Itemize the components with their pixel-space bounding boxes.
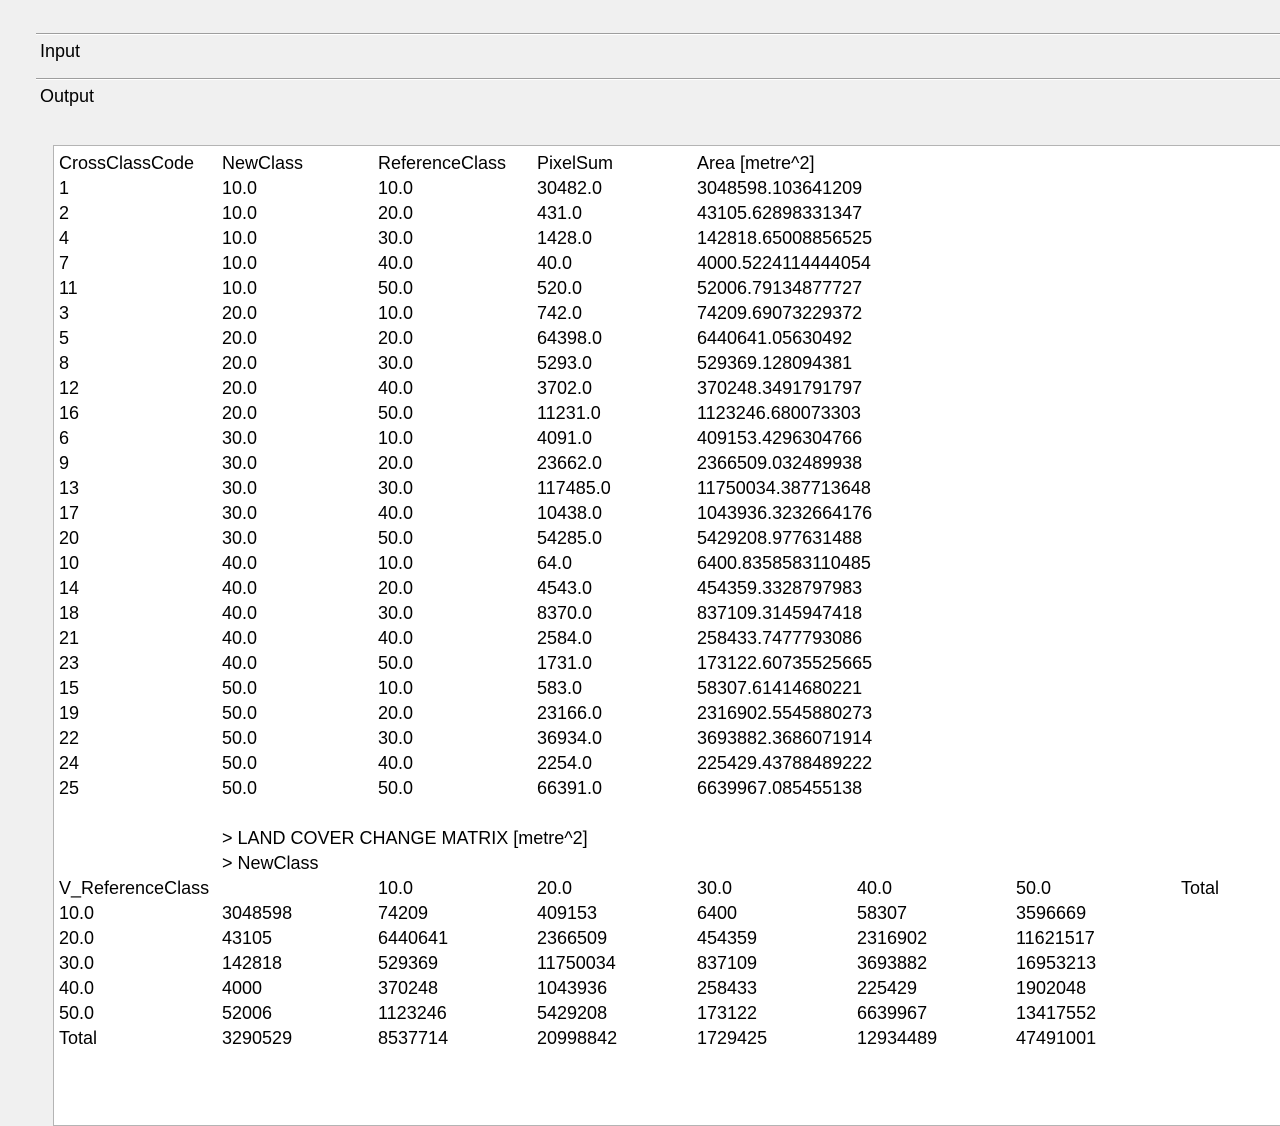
- cross-table-cell: 30.0: [222, 478, 258, 498]
- cross-table-cell: 4091.0: [537, 428, 593, 448]
- matrix-cell: 370248: [378, 978, 439, 998]
- matrix-cell: 2316902: [857, 928, 928, 948]
- matrix-cell: 4000: [222, 978, 263, 998]
- cross-table-cell: 10.0: [378, 678, 414, 698]
- cross-table-row: [54, 626, 1280, 651]
- output-section-divider: [36, 78, 1280, 80]
- cross-table-cell: 20.0: [222, 378, 258, 398]
- cross-table-row: [54, 351, 1280, 376]
- cross-class-code-cell: 2: [59, 203, 70, 223]
- cross-table-row: [54, 526, 1280, 551]
- cross-table-cell: 30.0: [378, 728, 414, 748]
- cross-table-row: [54, 226, 1280, 251]
- cross-table-row: [54, 676, 1280, 701]
- cross-table-cell: 50.0: [222, 753, 258, 773]
- matrix-cell: 20998842: [537, 1028, 618, 1048]
- matrix-row: [54, 901, 1280, 926]
- cross-table-cell: 40.0: [378, 503, 414, 523]
- matrix-cell: 2366509: [537, 928, 608, 948]
- matrix-cell: 52006: [222, 1003, 273, 1023]
- cross-table-cell: 529369.128094381: [697, 353, 853, 373]
- cross-table-row: [54, 326, 1280, 351]
- matrix-cell: 529369: [378, 953, 439, 973]
- matrix-cell: 58307: [857, 903, 908, 923]
- cross-table-cell: 11750034.387713648: [697, 478, 871, 498]
- cross-table-cell: 50.0: [378, 653, 414, 673]
- cross-table-cell: 4000.5224114444054: [697, 253, 871, 273]
- cross-table-cell: 58307.61414680221: [697, 678, 863, 698]
- matrix-cell: 3290529: [222, 1028, 293, 1048]
- matrix-cell: 3596669: [1016, 903, 1087, 923]
- cross-table-cell: 30.0: [222, 503, 258, 523]
- matrix-cell: 11750034: [537, 953, 616, 973]
- cross-table-cell: 20.0: [378, 578, 414, 598]
- cross-table-cell: 10.0: [378, 553, 414, 573]
- matrix-cell: 6440641: [378, 928, 449, 948]
- cross-table-cell: 1428.0: [537, 228, 593, 248]
- cross-class-code-cell: 6: [59, 428, 70, 448]
- matrix-column-header: Total: [1181, 878, 1220, 898]
- matrix-column-header: 30.0: [697, 878, 733, 898]
- cross-class-code-cell: 12: [59, 378, 80, 398]
- matrix-row-label: 40.0: [59, 978, 95, 998]
- cross-table-cell: 10.0: [222, 253, 258, 273]
- cross-table-cell: 11231.0: [537, 403, 601, 423]
- cross-table-row: [54, 551, 1280, 576]
- cross-class-code-cell: 25: [59, 778, 80, 798]
- cross-class-code-cell: 16: [59, 403, 80, 423]
- cross-table-cell: 20.0: [222, 403, 258, 423]
- matrix-row: [54, 1001, 1280, 1026]
- matrix-cell: 8537714: [378, 1028, 449, 1048]
- cross-table-cell: 20.0: [378, 328, 414, 348]
- matrix-title-line: [54, 826, 1280, 851]
- cross-table-cell: 40.0: [378, 753, 414, 773]
- cross-table-cell: 1731.0: [537, 653, 593, 673]
- cross-table-cell: 74209.69073229372: [697, 303, 863, 323]
- matrix-cell: 837109: [697, 953, 758, 973]
- cross-table-row: [54, 301, 1280, 326]
- cross-table-cell: 40.0: [222, 653, 258, 673]
- matrix-cell: 258433: [697, 978, 758, 998]
- cross-table-row: [54, 651, 1280, 676]
- cross-table-cell: 10.0: [222, 178, 258, 198]
- cross-table-cell: 409153.4296304766: [697, 428, 863, 448]
- matrix-cell: 5429208: [537, 1003, 608, 1023]
- matrix-row: [54, 926, 1280, 951]
- cross-table-row: [54, 426, 1280, 451]
- cross-table-cell: 40.0: [222, 553, 258, 573]
- cross-class-code-cell: 5: [59, 328, 70, 348]
- cross-table-row: [54, 601, 1280, 626]
- cross-table-cell: 6400.8358583110485: [697, 553, 871, 573]
- cross-table-row: [54, 726, 1280, 751]
- cross-table-cell: 23662.0: [537, 453, 603, 473]
- cross-table-cell: 43105.62898331347: [697, 203, 863, 223]
- matrix-cell: 43105: [222, 928, 273, 948]
- cross-table-cell: 20.0: [378, 453, 414, 473]
- cross-table-row: [54, 401, 1280, 426]
- cross-table-cell: 40.0: [378, 628, 414, 648]
- cross-class-code-cell: 13: [59, 478, 80, 498]
- cross-table-column-header: ReferenceClass: [378, 153, 507, 173]
- cross-table-row: [54, 176, 1280, 201]
- cross-table-cell: 117485.0: [537, 478, 611, 498]
- cross-table-cell: 30.0: [222, 428, 258, 448]
- cross-table-cell: 10.0: [222, 203, 258, 223]
- matrix-row-label: 10.0: [59, 903, 95, 923]
- cross-table-cell: 30.0: [378, 478, 414, 498]
- matrix-cell: 142818: [222, 953, 283, 973]
- matrix-cell: 1043936: [537, 978, 608, 998]
- cross-table-header-row: [54, 151, 1280, 176]
- cross-class-code-cell: 21: [59, 628, 80, 648]
- input-section-divider: [36, 33, 1280, 35]
- matrix-cell: 1123246: [378, 1003, 447, 1023]
- cross-table-row: [54, 576, 1280, 601]
- matrix-subtitle: > NewClass: [222, 853, 319, 873]
- matrix-column-header: V_ReferenceClass: [59, 878, 210, 898]
- matrix-row: [54, 951, 1280, 976]
- cross-table-column-header: PixelSum: [537, 153, 614, 173]
- cross-table-row: [54, 751, 1280, 776]
- cross-table-cell: 30.0: [222, 528, 258, 548]
- cross-table-cell: 20.0: [378, 703, 414, 723]
- cross-table-cell: 40.0: [222, 603, 258, 623]
- cross-table-cell: 20.0: [378, 203, 414, 223]
- cross-class-code-cell: 18: [59, 603, 80, 623]
- matrix-row-label: 30.0: [59, 953, 95, 973]
- cross-table-cell: 40.0: [378, 378, 414, 398]
- cross-table-cell: 50.0: [378, 778, 414, 798]
- cross-table-cell: 50.0: [378, 528, 414, 548]
- cross-table-cell: 3702.0: [537, 378, 593, 398]
- cross-table-cell: 2316902.5545880273: [697, 703, 873, 723]
- cross-table-cell: 50.0: [222, 678, 258, 698]
- cross-table-cell: 40.0: [537, 253, 573, 273]
- cross-table-cell: 36934.0: [537, 728, 603, 748]
- cross-table-cell: 64398.0: [537, 328, 603, 348]
- cross-table-row: [54, 451, 1280, 476]
- cross-table-cell: 30.0: [378, 603, 414, 623]
- cross-table-cell: 40.0: [222, 628, 258, 648]
- matrix-cell: 454359: [697, 928, 758, 948]
- cross-table-cell: 10.0: [378, 178, 414, 198]
- cross-class-code-cell: 14: [59, 578, 80, 598]
- cross-table-row: [54, 276, 1280, 301]
- cross-table-cell: 837109.3145947418: [697, 603, 863, 623]
- cross-table-cell: 4543.0: [537, 578, 593, 598]
- blank-line: [54, 801, 1280, 826]
- matrix-cell: 6639967: [857, 1003, 928, 1023]
- cross-table-cell: 2584.0: [537, 628, 593, 648]
- cross-class-code-cell: 4: [59, 228, 70, 248]
- matrix-cell: 47491001: [1016, 1028, 1097, 1048]
- cross-table-column-header: NewClass: [222, 153, 304, 173]
- matrix-cell: 1729425: [697, 1028, 768, 1048]
- cross-table-cell: 258433.7477793086: [697, 628, 863, 648]
- matrix-row-label: 20.0: [59, 928, 95, 948]
- cross-table-cell: 5293.0: [537, 353, 593, 373]
- cross-table-column-header: CrossClassCode: [59, 153, 195, 173]
- cross-table-cell: 40.0: [222, 578, 258, 598]
- cross-table-cell: 5429208.977631488: [697, 528, 863, 548]
- cross-table-cell: 10438.0: [537, 503, 603, 523]
- matrix-column-header: 20.0: [537, 878, 573, 898]
- cross-table-cell: 50.0: [222, 778, 258, 798]
- cross-class-code-cell: 23: [59, 653, 80, 673]
- cross-table-row: [54, 376, 1280, 401]
- cross-table-cell: 454359.3328797983: [697, 578, 863, 598]
- cross-table-cell: 40.0: [378, 253, 414, 273]
- cross-table-cell: 10.0: [222, 228, 258, 248]
- cross-table-cell: 1043936.3232664176: [697, 503, 873, 523]
- cross-class-code-cell: 1: [59, 178, 70, 198]
- cross-class-code-cell: 19: [59, 703, 80, 723]
- cross-table-row: [54, 776, 1280, 801]
- cross-table-cell: 30482.0: [537, 178, 603, 198]
- cross-table-row: [54, 501, 1280, 526]
- cross-table-row: [54, 201, 1280, 226]
- cross-table-column-header: Area [metre^2]: [697, 153, 815, 173]
- cross-class-code-cell: 11: [59, 278, 78, 298]
- cross-table-cell: 6639967.085455138: [697, 778, 863, 798]
- matrix-cell: 409153: [537, 903, 598, 923]
- cross-table-cell: 54285.0: [537, 528, 603, 548]
- matrix-cell: 13417552: [1016, 1003, 1097, 1023]
- cross-table-cell: 370248.3491791797: [697, 378, 863, 398]
- cross-table-cell: 2366509.032489938: [697, 453, 863, 473]
- cross-table-cell: 3048598.103641209: [697, 178, 863, 198]
- cross-table-cell: 50.0: [222, 703, 258, 723]
- cross-table-cell: 8370.0: [537, 603, 593, 623]
- cross-table-cell: 173122.60735525665: [697, 653, 873, 673]
- cross-table-cell: 30.0: [222, 453, 258, 473]
- cross-table-cell: 1123246.680073303: [697, 403, 861, 423]
- cross-table-row: [54, 476, 1280, 501]
- matrix-cell: 3048598: [222, 903, 293, 923]
- cross-table-cell: 66391.0: [537, 778, 603, 798]
- matrix-column-header: 50.0: [1016, 878, 1052, 898]
- matrix-row-label: 50.0: [59, 1003, 95, 1023]
- cross-table-cell: 3693882.3686071914: [697, 728, 873, 748]
- cross-table-cell: 20.0: [222, 328, 258, 348]
- matrix-cell: 3693882: [857, 953, 928, 973]
- cross-table-cell: 20.0: [222, 303, 258, 323]
- cross-table-cell: 64.0: [537, 553, 573, 573]
- matrix-column-header: 40.0: [857, 878, 893, 898]
- cross-table-cell: 10.0: [222, 278, 258, 298]
- cross-table-cell: 10.0: [378, 303, 414, 323]
- matrix-header-row: [54, 876, 1280, 901]
- matrix-cell: 12934489: [857, 1028, 938, 1048]
- cross-class-code-cell: 8: [59, 353, 70, 373]
- cross-table-row: [54, 701, 1280, 726]
- cross-class-code-cell: 7: [59, 253, 70, 273]
- matrix-cell: 11621517: [1016, 928, 1095, 948]
- cross-table-cell: 20.0: [222, 353, 258, 373]
- cross-table-cell: 30.0: [378, 228, 414, 248]
- cross-class-code-cell: 15: [59, 678, 80, 698]
- cross-table-cell: 142818.65008856525: [697, 228, 873, 248]
- cross-table-cell: 225429.43788489222: [697, 753, 873, 773]
- matrix-title: > LAND COVER CHANGE MATRIX [metre^2]: [222, 828, 588, 848]
- cross-table-cell: 6440641.05630492: [697, 328, 853, 348]
- output-section-header[interactable]: Output: [40, 86, 95, 106]
- cross-table-cell: 2254.0: [537, 753, 593, 773]
- cross-class-code-cell: 9: [59, 453, 70, 473]
- matrix-row: [54, 976, 1280, 1001]
- cross-table-cell: 50.0: [378, 403, 414, 423]
- matrix-column-header: 10.0: [378, 878, 414, 898]
- matrix-subtitle-line: [54, 851, 1280, 876]
- matrix-row: [54, 1026, 1280, 1051]
- cross-table-cell: 431.0: [537, 203, 583, 223]
- cross-class-code-cell: 24: [59, 753, 80, 773]
- input-section-header[interactable]: Input: [40, 41, 81, 61]
- cross-table-cell: 50.0: [222, 728, 258, 748]
- matrix-cell: 225429: [857, 978, 918, 998]
- cross-table-cell: 742.0: [537, 303, 583, 323]
- cross-table-cell: 520.0: [537, 278, 583, 298]
- output-text-panel[interactable]: [53, 145, 1280, 1126]
- matrix-cell: 6400: [697, 903, 738, 923]
- cross-class-code-cell: 22: [59, 728, 80, 748]
- matrix-cell: 74209: [378, 903, 429, 923]
- cross-table-cell: 30.0: [378, 353, 414, 373]
- matrix-cell: 16953213: [1016, 953, 1097, 973]
- cross-table-row: [54, 251, 1280, 276]
- matrix-row-label: Total: [59, 1028, 98, 1048]
- cross-class-code-cell: 3: [59, 303, 70, 323]
- cross-table-cell: 23166.0: [537, 703, 603, 723]
- cross-class-code-cell: 10: [59, 553, 80, 573]
- matrix-cell: 173122: [697, 1003, 758, 1023]
- cross-table-cell: 50.0: [378, 278, 414, 298]
- cross-table-cell: 10.0: [378, 428, 414, 448]
- cross-table-cell: 583.0: [537, 678, 583, 698]
- matrix-cell: 1902048: [1016, 978, 1087, 998]
- cross-table-cell: 52006.79134877727: [697, 278, 863, 298]
- cross-class-code-cell: 20: [59, 528, 80, 548]
- cross-class-code-cell: 17: [59, 503, 80, 523]
